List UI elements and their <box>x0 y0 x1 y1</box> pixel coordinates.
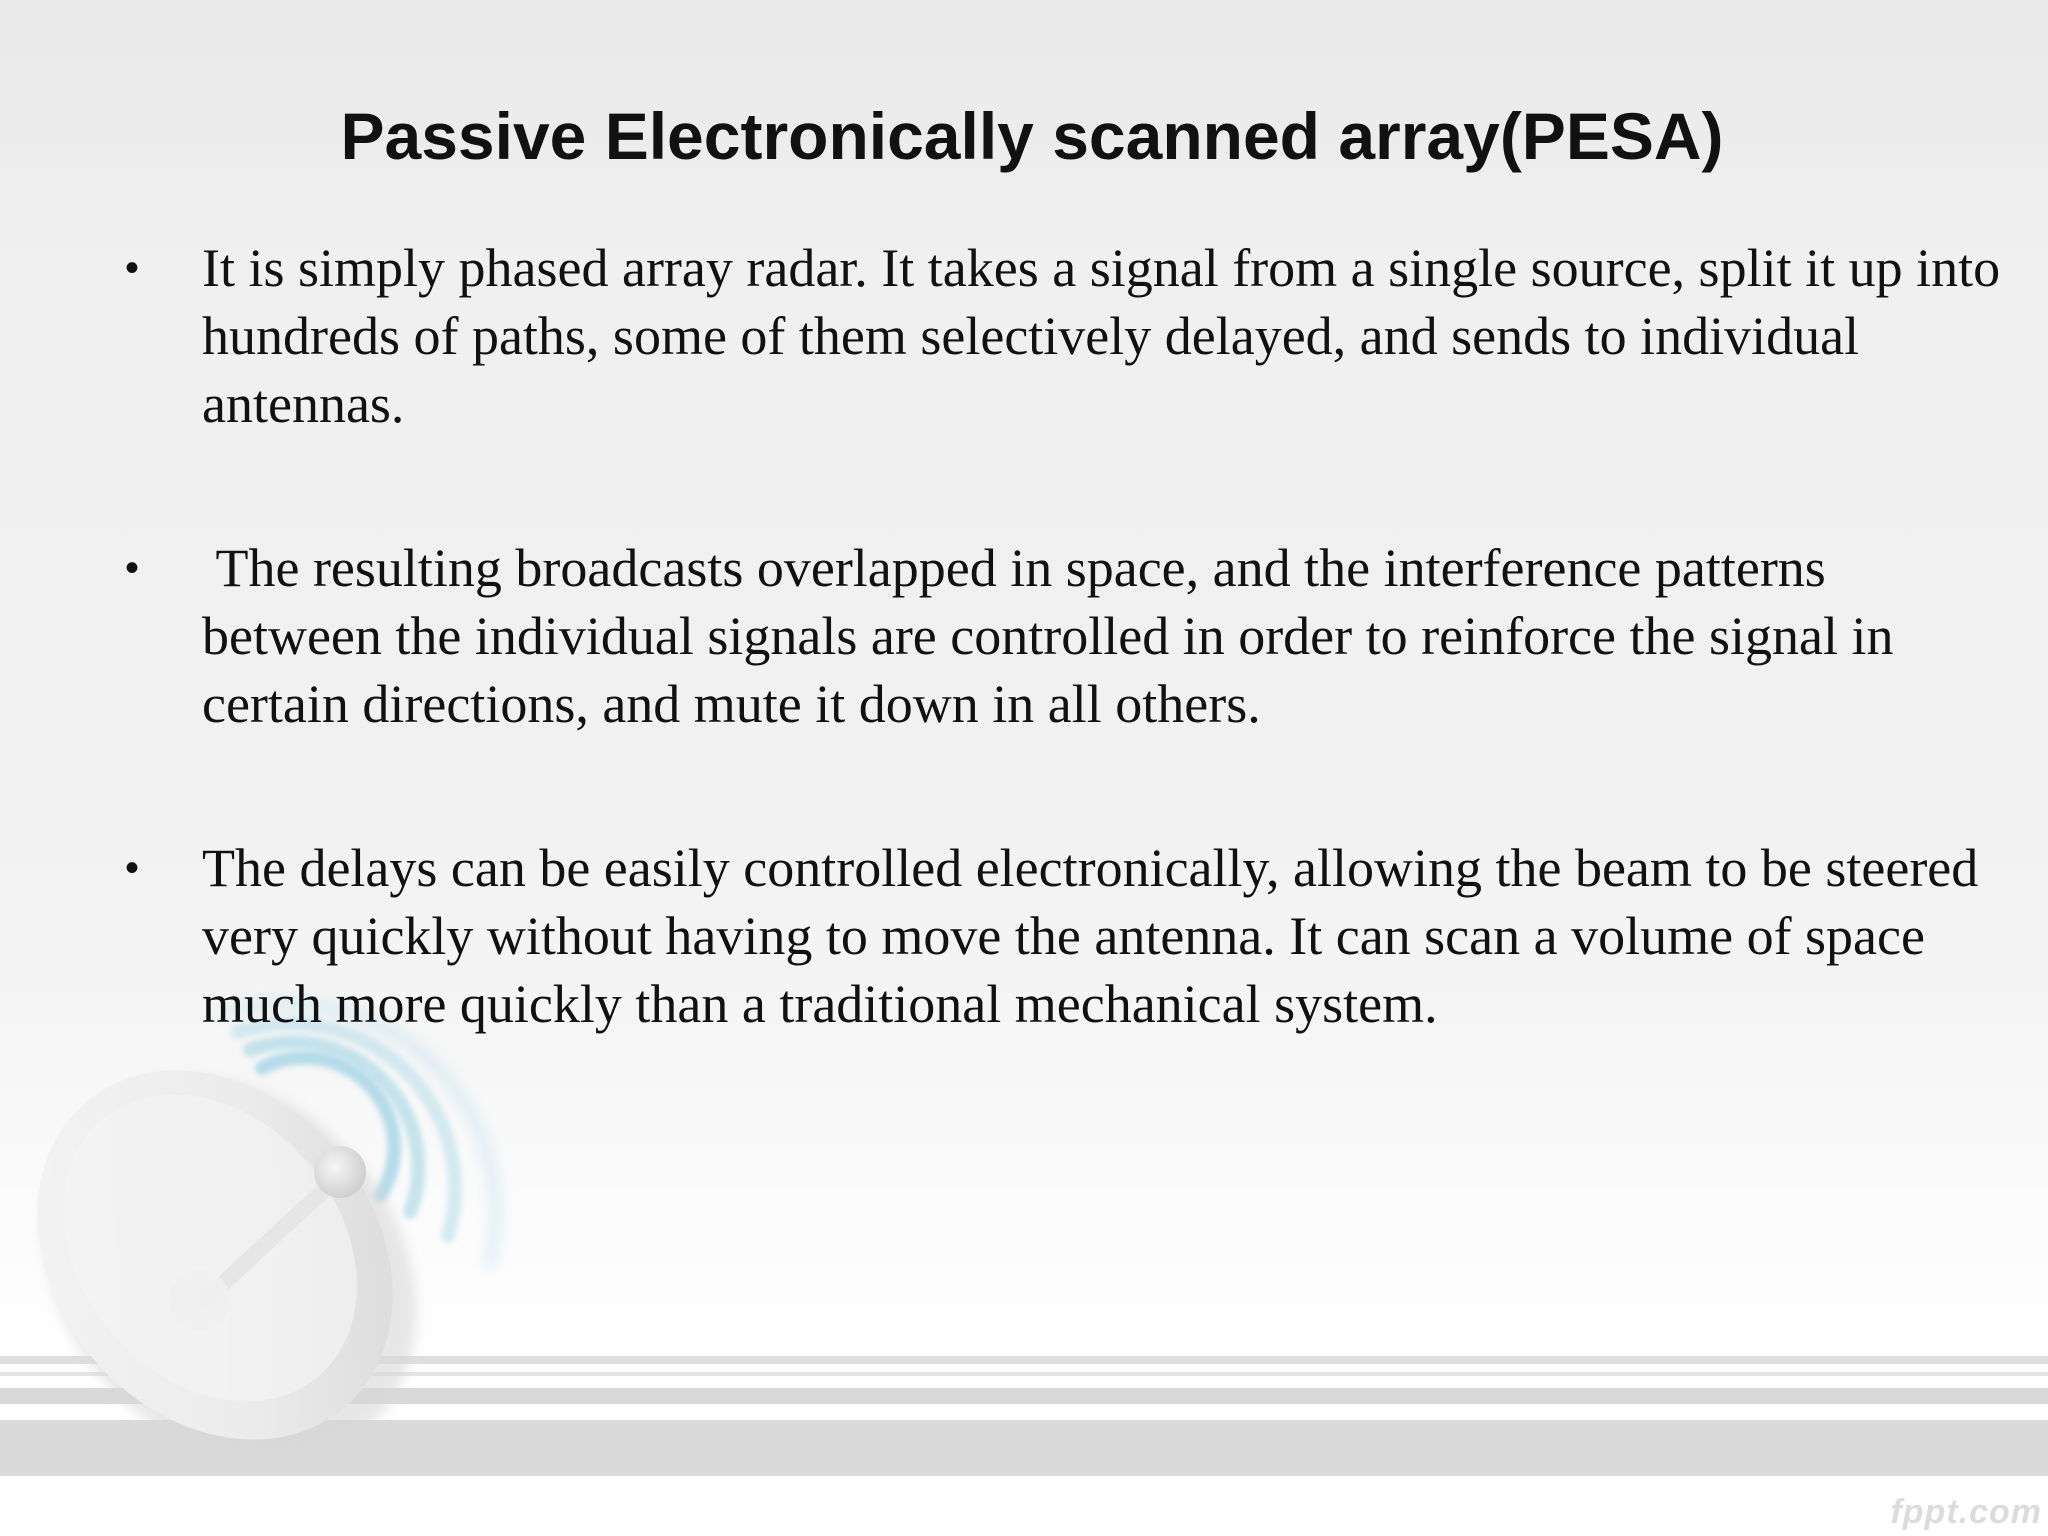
bullet-marker: • <box>125 246 140 290</box>
watermark-logo: fppt.com <box>1890 1493 2042 1531</box>
bullet-text: The resulting broadcasts overlapped in space, and the interference patterns between the individual signals are controlled in order to reinforce the signal in certain directions, and mute it down in all others. <box>202 538 1907 734</box>
bullet-text: It is simply phased array radar. It takes a signal from a single source, split it up into hundreds of paths, some of them selectively delayed, and sends to individual antennas. <box>202 238 2001 434</box>
slide-title: Passive Electronically scanned array(PESA) <box>340 99 1724 173</box>
bullet-marker: • <box>125 546 140 590</box>
bullet-marker: • <box>125 846 140 890</box>
bullet-text: The delays can be easily controlled electronically, allowing the beam to be steered very quickly without having to move the antenna. It can scan a volume of space much more quickly than a traditional mechanical system. <box>202 838 1979 1034</box>
